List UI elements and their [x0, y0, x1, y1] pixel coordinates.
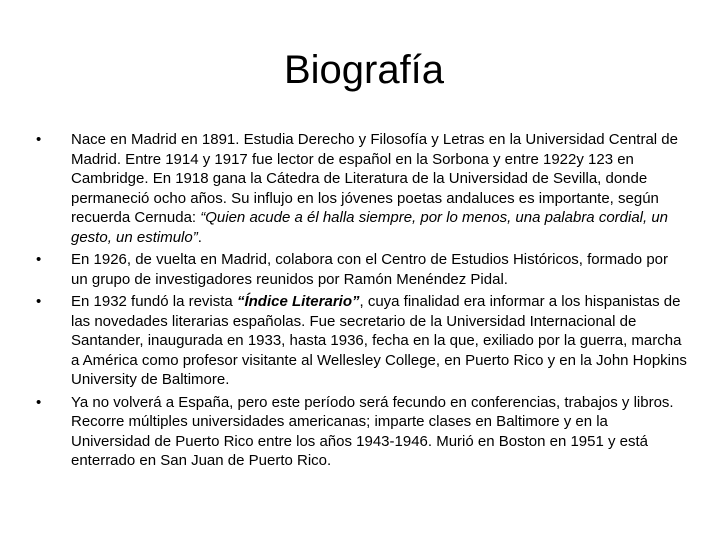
bullet-list [36, 130, 688, 474]
bullet-text: Ya no volverá a España, pero este período será fecundo en conferencias, trabajos y libros. Recorre múltiples universidades americanas; imparte clases en Baltimore y en la Universidad de Puerto Rico entre los años 1943-1946. Murió en Boston en 1951 y está enterrado en San Juan de Puerto Rico. [71, 393, 674, 469]
slide-title: Biografía [283, 48, 445, 92]
bullet-item-birth [36, 130, 688, 247]
bullet-item-exile [36, 393, 688, 471]
bullet-dot-icon: • [36, 131, 42, 148]
cernuda-quote: “Quien acude a él halla siempre, por lo menos, una palabra cordial, un gesto, un estimulo” [71, 209, 669, 246]
bullet-text-continued: , cuya finalidad era informar a los hispanistas de las novedades literarias españolas. Fue secretario de la Universidad Internacional de Santander, inaugurada en 1933, hasta 1936, fecha en la que, exiliado por la guerra, marcha a América como profesor visitante al Wellesley College, en Puerto Rico y en la John Hopkins University de Baltimore. [71, 293, 687, 388]
journal-title: “Índice Literario” [236, 293, 360, 310]
bullet-text: En 1932 fundó la revista [71, 293, 237, 310]
bullet-dot-icon: • [36, 393, 42, 411]
bullet-dot-icon: • [36, 251, 42, 268]
bullet-text: En 1926, de vuelta en Madrid, colabora con el Centro de Estudios Históricos, formado por un grupo de investigadores reunidos por Ramón Menéndez Pidal. [71, 251, 668, 288]
bullet-item-madrid-1926 [36, 250, 688, 289]
bullet-item-indice-literario [36, 292, 688, 390]
bullet-dot-icon: • [36, 293, 42, 310]
bullet-end: . [197, 228, 202, 246]
bullet-text: Nace en Madrid en 1891. Estudia Derecho y Filosofía y Letras en la Universidad Central de Madrid. Entre 1914 y 1917 fue lector de español en la Sorbona y entre 1922y 123 en Cambridge. En 1918 gana la Cátedra de Literatura de la Universidad de Sevilla, donde permaneció ocho años. Su influjo en los jóvenes poetas andaluces es importante, según recuerda Cernuda: [71, 131, 678, 226]
